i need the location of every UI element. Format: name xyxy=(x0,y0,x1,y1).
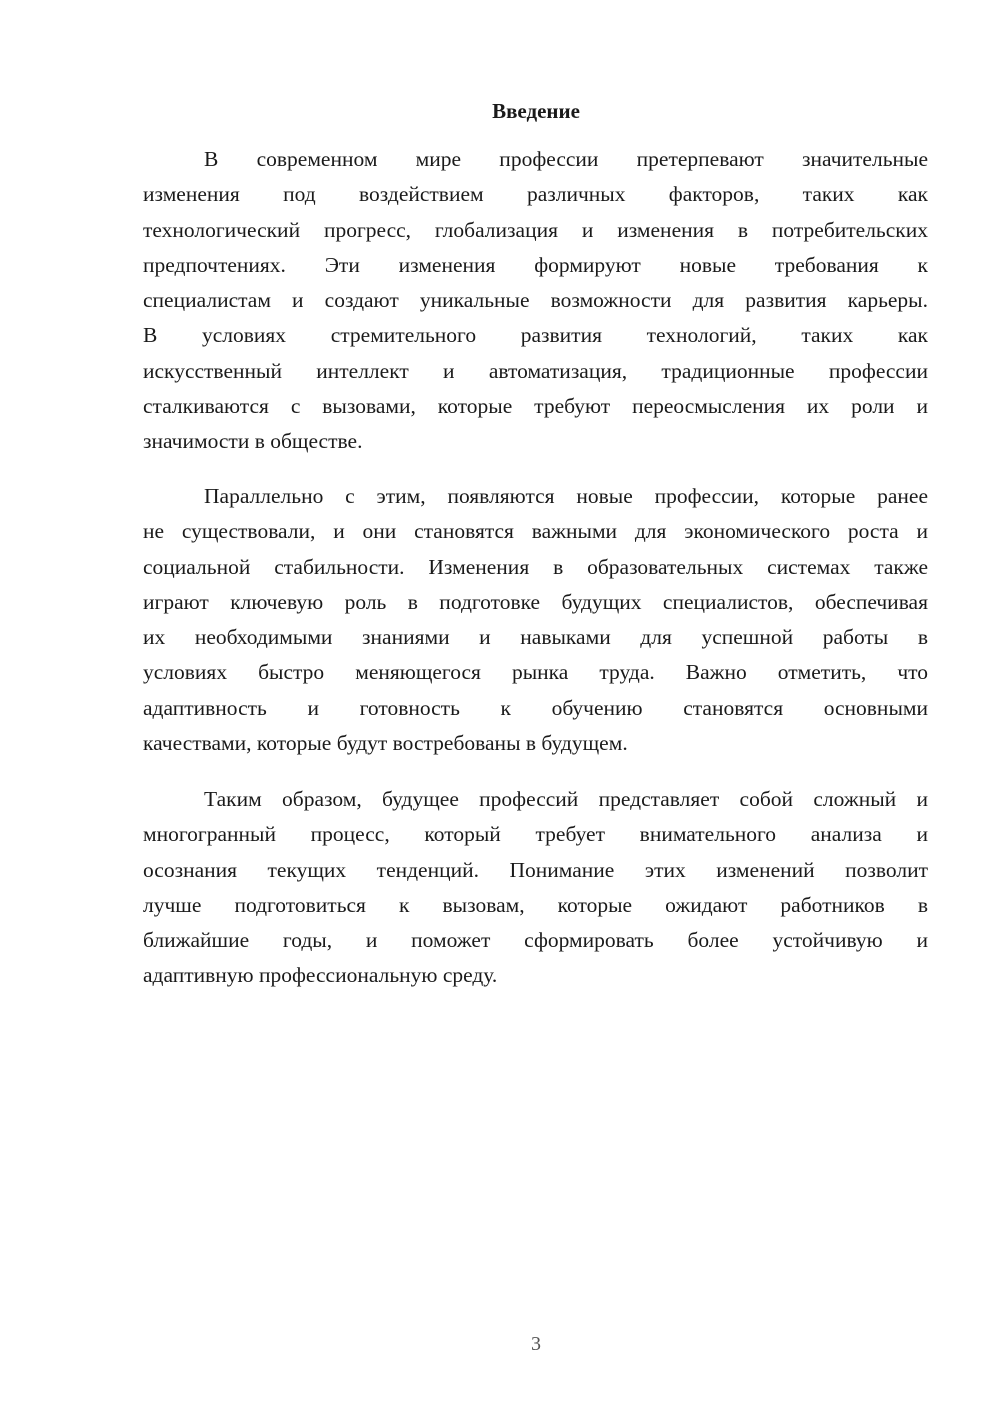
section-title: Введение xyxy=(492,99,580,123)
paragraph-line: осознания текущих тенденций. Понимание этих изменений позволит xyxy=(143,857,928,882)
paragraph-line: искусственный интеллект и автоматизация, традиционные профессии xyxy=(143,358,928,383)
paragraph-2 xyxy=(143,479,928,761)
paragraph-line: значимости в обществе. xyxy=(143,429,363,454)
paragraph-1 xyxy=(143,142,928,460)
paragraph-line: адаптивную профессиональную среду. xyxy=(143,963,498,988)
paragraph-line: многогранный процесс, который требует внимательного анализа и xyxy=(143,822,928,847)
paragraph-line: играют ключевую роль в подготовке будущих специалистов, обеспечивая xyxy=(143,589,928,614)
paragraph-line: изменения под воздействием различных факторов, таких как xyxy=(143,182,928,207)
paragraph-line: условиях быстро меняющегося рынка труда. Важно отметить, что xyxy=(143,660,928,685)
paragraph-line: не существовали, и они становятся важными для экономического роста и xyxy=(143,519,928,544)
paragraph-line: Параллельно с этим, появляются новые профессии, которые ранее xyxy=(204,484,928,508)
paragraph-line: Таким образом, будущее профессий представляет собой сложный и xyxy=(204,787,928,811)
paragraph-line: сталкиваются с вызовами, которые требуют переосмысления их роли и xyxy=(143,394,928,419)
paragraph-line: ближайшие годы, и поможет сформировать более устойчивую и xyxy=(143,928,928,953)
paragraph-line: специалистам и создают уникальные возможности для развития карьеры. xyxy=(143,288,928,313)
paragraph-line: социальной стабильности. Изменения в образовательных системах также xyxy=(143,554,928,579)
paragraph-3 xyxy=(143,782,928,994)
paragraph-line: В условиях стремительного развития технологий, таких как xyxy=(143,323,928,348)
paragraph-line: лучше подготовиться к вызовам, которые ожидают работников в xyxy=(143,892,928,917)
paragraph-line: В современном мире профессии претерпевают значительные xyxy=(204,147,928,171)
paragraph-line: качествами, которые будут востребованы в будущем. xyxy=(143,731,628,756)
paragraph-line: их необходимыми знаниями и навыками для успешной работы в xyxy=(143,625,928,650)
paragraph-line: предпочтениях. Эти изменения формируют новые требования к xyxy=(143,252,928,277)
paragraph-line: адаптивность и готовность к обучению становятся основными xyxy=(143,695,928,720)
page-number: 3 xyxy=(531,1333,541,1355)
paragraph-line: технологический прогресс, глобализация и изменения в потребительских xyxy=(143,217,928,242)
